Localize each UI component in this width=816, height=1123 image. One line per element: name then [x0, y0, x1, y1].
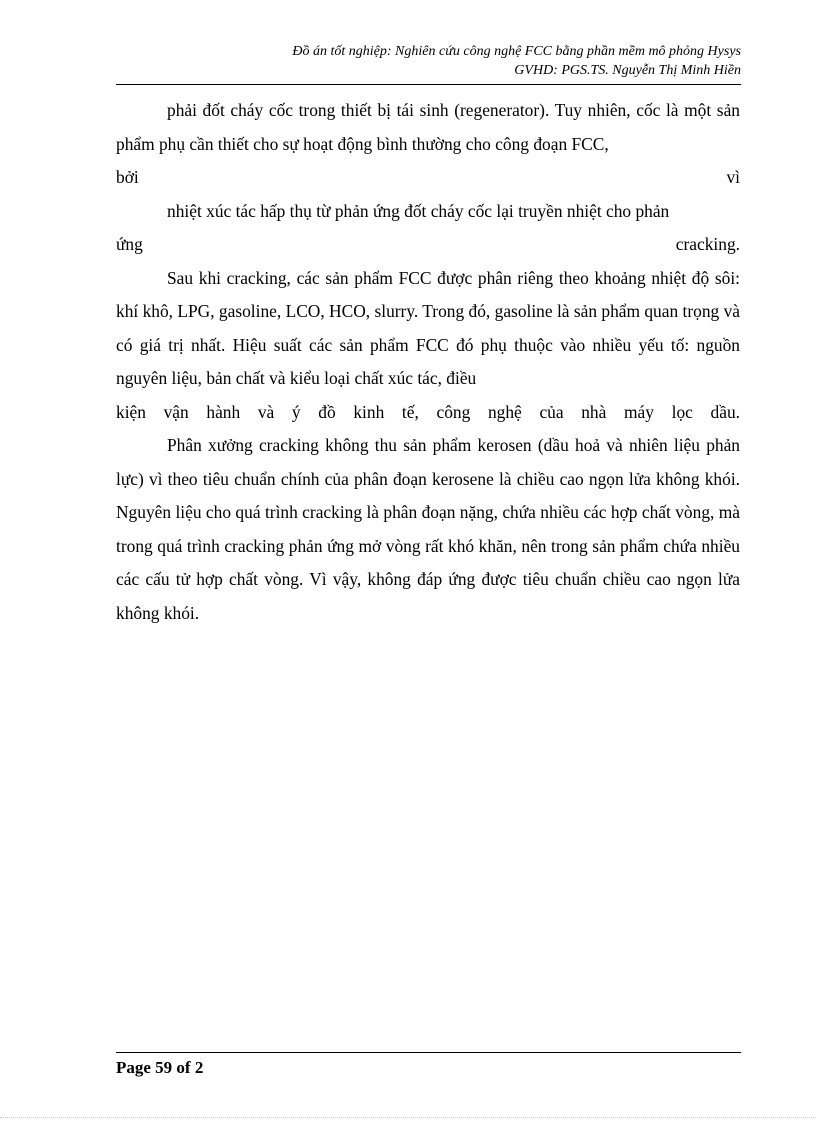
header-thesis-title: Đồ án tốt nghiệp: Nghiên cứu công nghệ FCC bằng phần mềm mô phỏng Hysys: [292, 44, 741, 59]
document-body: [116, 94, 740, 630]
line-right-word: vì: [726, 167, 740, 187]
line-left-word: ứng: [116, 234, 143, 254]
page-edge-line: [0, 1117, 816, 1118]
paragraph-fcc-products: Sau khi cracking, các sản phẩm FCC được phân riêng theo khoảng nhiệt độ sôi: khí khô, LPG, gasoline, LCO, HCO, slurry. Trong đó, gasoline là sản phẩm quan trọng và có giá trị nhất. Hiệu suất các sản phẩm FCC đó phụ thuộc vào nhiều yếu tố: nguồn nguyên liệu, bản chất và kiểu loại chất xúc tác, điều: [116, 267, 740, 388]
footer-divider: [116, 1052, 741, 1053]
paragraph-heat-transfer: nhiệt xúc tác hấp thụ từ phản ứng đốt cháy cốc lại truyền nhiệt cho phản: [167, 200, 670, 221]
paragraph-coke-regenerator: phải đốt cháy cốc trong thiết bị tái sinh (regenerator). Tuy nhiên, cốc là một sản phẩm phụ cần thiết cho sự hoạt động bình thường cho công đoạn FCC,: [116, 100, 740, 154]
header-divider: [116, 84, 741, 85]
paragraph-line-spread: [116, 228, 740, 262]
line-left-word: bởi: [116, 167, 139, 187]
line-right-word: cracking.: [675, 234, 740, 254]
page-number: Page 59 of 2: [116, 1058, 204, 1077]
paragraph-kerosene: Phân xưởng cracking không thu sản phẩm kerosen (dầu hoả và nhiên liệu phản lực) vì theo tiêu chuẩn chính của phân đoạn kerosene là chiều cao ngọn lửa không khói. Nguyên liệu cho quá trình cracking là phân đoạn nặng, chứa nhiều các hợp chất vòng, mà trong quá trình cracking phản ứng mở vòng rất khó khăn, nên trong sản phẩm chứa nhiều các cấu tử hợp chất vòng. Vì vậy, không đáp ứng được tiêu chuẩn chiều cao ngọn lửa không khói.: [116, 435, 740, 623]
paragraph-line-spread: [116, 161, 740, 195]
page-header: [116, 42, 741, 80]
header-supervisor: GVHD: PGS.TS. Nguyễn Thị Minh Hiền: [514, 63, 741, 78]
paragraph-fcc-products-last-line: kiện vận hành và ý đồ kinh tế, công nghệ của nhà máy lọc dầu.: [116, 401, 740, 422]
